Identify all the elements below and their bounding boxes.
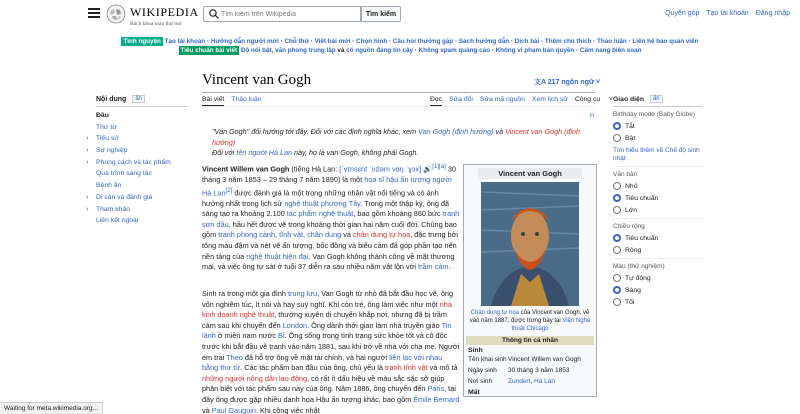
infobox-caption xyxy=(466,309,594,333)
appearance-header xyxy=(613,95,703,107)
toc-item-label: Phong cách và tác phẩm xyxy=(96,158,171,166)
title-divider xyxy=(202,92,595,93)
radio-icon xyxy=(613,274,621,282)
toc-item[interactable] xyxy=(96,217,188,229)
toc-item-label: Liên kết ngoài xyxy=(96,217,139,225)
text: (tiếng Hà Lan: xyxy=(291,164,338,174)
main-menu-icon[interactable] xyxy=(88,8,100,18)
text: . Van Gogh không thành công về mặt thương mại, và việc ông tự sát ở tuổi 37 diễn ra sau nhiều năm vật lộn với xyxy=(202,251,455,272)
self-portrait-image[interactable] xyxy=(481,182,579,306)
toc-item-label: Tham khảo xyxy=(96,205,131,213)
radio-label: Nhỏ xyxy=(625,182,638,190)
infobox-row xyxy=(464,354,596,365)
caption-link[interactable]: Chân dung tự họa xyxy=(470,310,520,316)
divider xyxy=(613,258,703,259)
language-button[interactable] xyxy=(534,77,600,87)
toc-item[interactable] xyxy=(96,124,188,136)
site-header xyxy=(0,0,800,30)
sitenotice-link[interactable]: có nguồn đáng tin cậy xyxy=(346,47,413,54)
sitenotice-link[interactable]: Độ nổi bật, văn phong trung lập xyxy=(240,47,336,54)
infobox-key: Ngày sinh xyxy=(468,367,497,374)
hatnote-text: này, xyxy=(293,148,308,157)
article-redlink[interactable]: tranh tĩnh vật xyxy=(385,363,428,373)
article-link[interactable]: nghệ thuật hiện đại xyxy=(246,251,309,261)
hatnote-link[interactable]: tên người Hà Lan xyxy=(236,148,292,157)
article-link[interactable]: Paris xyxy=(427,384,445,394)
text: . Trong một thập kỷ, ông đã sáng tạo ra khoảng 2.100 xyxy=(202,198,450,219)
sitenotice-link[interactable]: Tạo tài khoản xyxy=(164,38,206,45)
article-link[interactable]: tranh phong cảnh xyxy=(218,230,276,240)
radio-text-large[interactable] xyxy=(613,204,703,216)
birthday-mode-learn-more-link[interactable]: Tìm hiểu thêm về Chế độ sinh nhật xyxy=(613,147,700,162)
radio-label: Tiêu chuẩn xyxy=(625,234,659,242)
radio-width-wide[interactable] xyxy=(613,244,703,256)
namespace-tabs xyxy=(202,96,269,106)
article-link[interactable]: Bỉ xyxy=(278,331,285,341)
search-icon xyxy=(208,8,220,20)
toc-item-label: Di sản và đánh giá xyxy=(96,193,153,201)
radio-label: Bật xyxy=(625,134,636,142)
article-link[interactable]: tác phẩm nghệ thuật xyxy=(286,209,354,219)
article-link[interactable]: nghệ thuật phương Tây xyxy=(284,198,361,208)
radio-color-dark[interactable] xyxy=(613,296,703,308)
article-link[interactable]: trung lưu xyxy=(288,289,318,298)
language-count: 217 ngôn ngữ xyxy=(547,79,595,86)
sitenotice-link[interactable]: Dịch bài xyxy=(514,38,540,45)
sitenotice-link[interactable]: Thêm chú thích xyxy=(544,38,592,45)
width-label: Chiều rộng xyxy=(613,223,645,230)
page-title: Vincent van Gogh xyxy=(202,72,312,88)
toc-item[interactable] xyxy=(86,158,188,171)
text: Sinh ra trong một gia đình xyxy=(202,289,286,298)
radio-icon xyxy=(613,298,621,306)
text: . Các tác phẩm ban đầu của ông, chủ yếu là xyxy=(240,363,383,373)
tab-edit-source[interactable]: Sửa mã nguồn xyxy=(479,96,525,103)
chevron-right-icon[interactable]: › xyxy=(86,135,89,143)
article-link[interactable]: Theo xyxy=(226,352,243,362)
article-link[interactable]: trầm cảm xyxy=(418,262,449,272)
text: và xyxy=(202,405,210,414)
create-account-link[interactable]: Tạo tài khoản xyxy=(706,10,749,17)
sitenotice-link[interactable]: Thảo luận xyxy=(597,38,627,45)
radio-label: Lớn xyxy=(625,206,638,214)
article-link[interactable]: chân dung xyxy=(307,230,342,240)
toc-item[interactable] xyxy=(96,170,188,182)
radio-text-small[interactable] xyxy=(613,180,703,192)
radio-icon xyxy=(613,122,621,130)
volunteer-badge: Tình nguyện xyxy=(123,38,161,45)
infobox-section-header: Thông tin cá nhân xyxy=(466,336,594,345)
radio-label: Rộng xyxy=(625,246,642,254)
sitenotice xyxy=(120,37,700,55)
divider xyxy=(613,218,703,219)
radio-label: Tắt xyxy=(625,122,635,130)
article-redlink[interactable]: những người nông dân lao động xyxy=(202,373,308,383)
infobox-link[interactable]: Hà Lan xyxy=(534,378,555,385)
toc-item-label: Sự nghiệp xyxy=(96,147,128,155)
radio-label: Tối xyxy=(625,298,635,306)
text: . Ông dành thời gian làm nhà truyền giáo xyxy=(307,320,440,330)
chevron-right-icon[interactable]: › xyxy=(86,205,89,213)
sitenotice-link[interactable]: Sách hướng dẫn xyxy=(458,38,510,45)
text-size-label: Văn bản xyxy=(613,171,638,178)
wordmark[interactable] xyxy=(130,5,199,27)
sitenotice-line-2: Tiêu chuẩn bài viết Độ nổi bật, văn phong trung lập và có nguồn đáng tin cậy · Không spam quảng cáo · Không vi phạm bản quyền · Cẩm nang biên soạn xyxy=(180,47,642,54)
text: , Van Gogh từ nhỏ đã bắt đầu học vẽ, ông vốn nghiêm túc, ít nói và hay suy nghĩ. Khi còn trẻ, ông làm việc như một xyxy=(202,289,454,309)
browser-status-bar: Waiting for meta.wikimedia.org... xyxy=(0,402,103,414)
wordmark-tagline: Bách khoa toàn thư mở xyxy=(130,21,182,27)
infobox-death-header: Mất xyxy=(468,389,480,396)
text: 30 tháng 3 năm 1853 – 29 tháng 7 năm 1890) là một xyxy=(202,164,456,185)
search-input[interactable] xyxy=(221,11,360,18)
radio-label: Tiêu chuẩn xyxy=(625,194,659,202)
infobox-row xyxy=(464,365,596,376)
sitenotice-link[interactable]: Liên hệ bảo quản viên xyxy=(632,38,699,45)
toc-hide-button[interactable]: ẩn xyxy=(132,95,145,103)
text: và mô tả xyxy=(429,363,458,373)
infobox-separator: , xyxy=(530,378,535,385)
radio-label: Tự động xyxy=(625,274,651,282)
caption-text: của Vincent van Gogh, vẽ vào năm 1887, được trưng bày tại xyxy=(469,310,590,324)
toc-item-label: Đầu xyxy=(96,112,109,119)
color-label: Màu (thử nghiệm) xyxy=(613,263,665,270)
birthday-mode-label: Birthday mode (Baby Globe) xyxy=(613,111,696,118)
toc-title: Nội dung xyxy=(96,95,127,103)
article-redlink[interactable]: nhà kinh doanh nghệ thuật xyxy=(202,299,452,320)
wikipedia-globe-logo[interactable] xyxy=(106,4,126,24)
login-link[interactable]: Đăng nhập xyxy=(755,10,790,17)
toc-header xyxy=(96,95,188,107)
divider xyxy=(613,166,703,167)
radio-color-auto[interactable] xyxy=(613,272,703,284)
tab-edit[interactable]: Sửa đổi xyxy=(449,96,473,103)
audio-icon[interactable]: 🔊 xyxy=(423,164,433,174)
search-button[interactable]: Tìm kiếm xyxy=(361,6,401,22)
caption-link[interactable]: Viện Nghệ thuật Chicago xyxy=(511,318,591,332)
text: , đặc trưng bởi tông màu đậm và nét vẽ ấn tượng, bốc đồng và biểu cảm đã góp phần tạo nên nền tảng của xyxy=(202,230,459,261)
toc-item[interactable] xyxy=(86,135,188,147)
hatnote-text: Đối với xyxy=(212,148,235,157)
text: đã hỗ trợ ông về mặt tài chính, và hai người xyxy=(244,352,388,362)
toc-item[interactable] xyxy=(86,147,188,159)
footnote-ref[interactable]: [1][a] xyxy=(432,163,446,170)
sitenotice-link[interactable]: Chỗ thử xyxy=(284,38,309,45)
hatnote-text: "Van Gogh" đổi hướng tới đây. Đối với các định nghĩa khác, xem xyxy=(212,127,417,136)
radio-icon xyxy=(613,194,621,202)
article-standards-badge: Tiêu chuẩn bài viết xyxy=(180,47,238,54)
text: . Ông sống trong tình trạng sức khỏe tốt và cô độc trước khi bắt đầu vẽ tranh vào năm 1881, sau khi trở về nhà với cha mẹ. Người em trai xyxy=(202,331,460,362)
toc-item[interactable] xyxy=(86,193,188,206)
article-link[interactable]: Tin lành xyxy=(202,320,452,341)
text: , tại đây ông được gặp nhiều danh họa Hậu ấn tượng khác, bao gồm xyxy=(202,384,456,404)
sitenotice-link[interactable]: Cẩm nang biên soạn xyxy=(579,47,642,54)
footnote-ref[interactable]: [2] xyxy=(225,186,233,194)
sitenotice-link[interactable]: Hướng dẫn người mới xyxy=(210,38,279,45)
sitenotice-link[interactable]: Chọn hình xyxy=(356,38,388,45)
article-link[interactable]: Paul Gauguin xyxy=(211,405,256,414)
tab-talk[interactable]: Thảo luận xyxy=(231,96,262,103)
toc-item-label: Thư từ xyxy=(96,123,117,131)
text: và xyxy=(343,230,351,240)
text: . xyxy=(448,262,451,272)
toc-item-top[interactable] xyxy=(96,112,188,124)
radio-icon xyxy=(613,206,621,214)
appearance-title: Giao diện xyxy=(613,95,644,103)
radio-label: Sáng xyxy=(625,286,641,294)
radio-icon xyxy=(613,134,621,142)
article-link[interactable]: tranh sơn dầu xyxy=(202,209,460,229)
text: ở miền nam nước xyxy=(217,331,277,341)
radio-icon xyxy=(613,182,621,190)
infobox xyxy=(463,164,597,397)
tools-menu-label: Công cụ xyxy=(574,96,601,103)
radio-mode-on[interactable] xyxy=(613,132,703,144)
radio-icon xyxy=(613,246,621,254)
tabs-divider xyxy=(202,106,595,107)
article-redlink[interactable]: chân dung tự họa xyxy=(352,230,411,240)
chevron-right-icon[interactable]: › xyxy=(86,193,89,201)
sitenotice-link[interactable]: Câu hỏi thường gặp xyxy=(392,38,454,45)
appearance-hide-button[interactable]: ẩn xyxy=(650,95,663,103)
fr-marker[interactable]: Fr xyxy=(590,113,595,119)
search-box[interactable] xyxy=(203,6,361,22)
text: , thường xuyên di chuyển khắp nơi, nhưng đã bị trầm cảm sau khi chuyển đến xyxy=(202,310,447,330)
user-links xyxy=(660,10,790,17)
hatnote-redlink[interactable]: Vincent van Gogh (định hướng) xyxy=(212,127,581,147)
article-link[interactable]: người Hà Lan xyxy=(202,175,452,198)
infobox-value: 30 tháng 3 năm 1853 xyxy=(508,367,570,374)
toc-item-label: Tiểu sử xyxy=(96,135,119,143)
infobox-title: Vincent van Gogh xyxy=(478,168,582,179)
hatnote xyxy=(212,127,600,159)
wordmark-title: WIKIPEDIA xyxy=(130,5,199,19)
tab-read[interactable]: Đọc xyxy=(430,96,442,106)
appearance-panel xyxy=(613,95,703,308)
article-link[interactable]: tĩnh vật xyxy=(279,230,304,240)
sitenotice-link[interactable]: Không spam quảng cáo xyxy=(418,47,490,54)
body-paragraph xyxy=(202,289,460,414)
text: được đánh giá là một trong những nhân vật nổi tiếng và có ảnh hưởng nhất trong lịch sử xyxy=(202,188,439,208)
translate-icon: 文A xyxy=(534,79,548,86)
text: . Khi công việc nhật xyxy=(255,405,320,414)
sitenotice-link[interactable]: Viết bài mới xyxy=(314,38,351,45)
chevron-down-icon: ˅ xyxy=(594,79,601,86)
text: , hầu hết được vẽ trong khoảng thời gian hai năm cuối đời. Chúng bao gồm xyxy=(202,219,457,240)
tab-history[interactable]: Xem lịch sử xyxy=(531,96,568,103)
radio-mode-off[interactable] xyxy=(613,120,703,132)
article-link[interactable]: Émile Bernard xyxy=(413,394,460,404)
ipa-link[interactable]: [ˈvɪnsɛnt ˈʋɪləm vɑŋ ˈɣɔx] xyxy=(339,164,422,174)
infobox-link[interactable]: Zundert xyxy=(508,378,531,385)
radio-color-light[interactable] xyxy=(613,284,703,296)
radio-icon xyxy=(613,234,621,242)
article-link[interactable]: họa sĩ hậu ấn tượng xyxy=(364,175,431,185)
infobox-key: Tên khai sinh xyxy=(468,356,507,363)
view-tabs xyxy=(430,96,627,106)
radio-icon xyxy=(613,286,621,294)
donate-link[interactable]: Quyên góp xyxy=(665,10,700,17)
article-link[interactable]: London xyxy=(282,320,308,330)
infobox-born-header: Sinh xyxy=(468,347,483,354)
tab-article[interactable]: Bài viết xyxy=(202,96,224,106)
chevron-down-icon: ˅ xyxy=(609,96,614,103)
hatnote-link[interactable]: Van Gogh (định hướng) xyxy=(418,127,494,136)
infobox-key: Nơi sinh xyxy=(468,378,493,385)
infobox-value: Vincent Willem van Gogh xyxy=(508,356,581,363)
toc-item[interactable] xyxy=(86,205,188,218)
lead-paragraph: Vincent Willem van Gogh (tiếng Hà Lan: [ˈvɪnsɛnt ˈʋɪləm vɑŋ ˈɣɔx] 🔊[1][a] 30 tháng 3 năm 1853 – 29 tháng 7 năm 1890) là một họa sĩ hậu ấn tượng người Hà Lan[2] được đánh giá là một trong những nhân vật nổi tiếng và có ảnh hưởng nhất trong lịch sử nghệ thuật phương Tây. Trong một thập kỷ, ông đã sáng tạo ra khoảng 2.100 tác phẩm nghệ thuật, bao gồm khoảng 860 bức tranh sơn dầu, hầu hết được vẽ trong khoảng thời gian hai năm cuối đời. Chúng bao gồm tranh phong cảnh, tĩnh vật, chân dung và chân dung tự họa, đặc trưng bởi tông màu đậm và nét vẽ ấn tượng, bốc đồng và biểu cảm đã góp phần tạo nên nền tảng của nghệ thuật hiện đại. Van Gogh không thành công về mặt thương mại, và việc ông tự sát ở tuổi 37 diễn ra sau nhiều năm vật lộn với trầm cảm. xyxy=(202,163,460,272)
article-link[interactable]: liên lạc với nhau bằng thư từ xyxy=(202,352,443,373)
chevron-right-icon[interactable]: › xyxy=(86,147,89,155)
sitenotice-line-1: Tình nguyện Tạo tài khoản · Hướng dẫn người mới · Chỗ thử · Viết bài mới · Chọn hình · Câu hỏi thường gặp · Sách hướng dẫn · Dịch bài · Thêm chú thích · Thảo luận · Liên hệ bảo quản viên xyxy=(123,38,699,45)
infobox-row xyxy=(464,376,596,387)
toc-item[interactable] xyxy=(96,182,188,194)
sitenotice-link[interactable]: Không vi phạm bản quyền xyxy=(495,47,575,54)
text: , bao gồm khoảng 860 bức xyxy=(353,209,441,219)
radio-text-standard[interactable] xyxy=(613,192,703,204)
toc-item-label: Quá trình sáng tác xyxy=(96,170,152,178)
hatnote-text: và xyxy=(495,127,504,136)
radio-width-standard[interactable] xyxy=(613,232,703,244)
toc-item-label: Bệnh ẩn xyxy=(96,182,122,190)
text: , có rất ít dấu hiệu về màu sắc sặc sỡ giúp phân biệt với tác phẩm sau này của ông. Năm 1886, ông chuyển đến xyxy=(202,373,445,394)
article-subject: Vincent Willem van Gogh xyxy=(202,164,290,174)
table-of-contents xyxy=(86,95,188,229)
hatnote-text: họ là van Gogh, không phải Gogh. xyxy=(309,148,419,157)
chevron-right-icon[interactable]: › xyxy=(86,158,89,166)
